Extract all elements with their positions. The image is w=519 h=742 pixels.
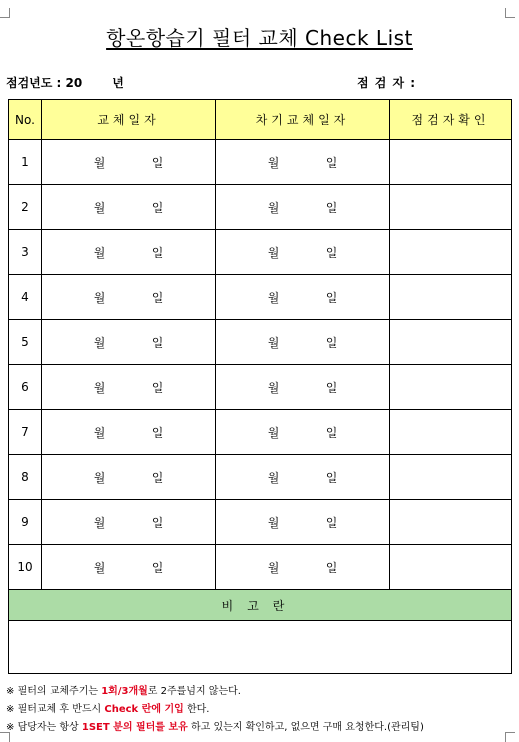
day-label: 일 (151, 380, 164, 395)
replacement-date-cell[interactable] (42, 545, 216, 590)
day-label: 일 (325, 155, 338, 170)
month-label: 월 (93, 515, 106, 530)
replacement-date-cell[interactable] (42, 275, 216, 320)
month-label: 월 (267, 425, 280, 440)
header-replacement-date: 교체일자 (42, 100, 216, 140)
day-label: 일 (325, 515, 338, 530)
day-label: 일 (325, 380, 338, 395)
day-label: 일 (151, 425, 164, 440)
day-label: 일 (325, 245, 338, 260)
row-number: 3 (9, 230, 42, 275)
replacement-date-cell[interactable] (42, 230, 216, 275)
day-label: 일 (151, 560, 164, 575)
replacement-date-cell[interactable] (42, 140, 216, 185)
table-row (9, 410, 512, 455)
replacement-date-cell[interactable] (42, 185, 216, 230)
inspector-confirm-cell[interactable] (390, 410, 512, 455)
page-corner-mark (505, 8, 515, 18)
note-highlight: 1SET 분의 필터를 보유 (81, 722, 188, 733)
reference-mark-icon: ※ (6, 722, 15, 733)
day-label: 일 (151, 245, 164, 260)
day-label: 일 (151, 470, 164, 485)
notes (6, 683, 424, 737)
replacement-date-cell[interactable] (42, 320, 216, 365)
month-label: 월 (267, 515, 280, 530)
inspection-year-suffix: 년 (112, 76, 124, 90)
note-highlight: Check 란에 기입 (104, 704, 184, 715)
month-label: 월 (93, 335, 106, 350)
row-number: 4 (9, 275, 42, 320)
next-replacement-date-cell[interactable] (216, 275, 390, 320)
table-row (9, 365, 512, 410)
remarks-field[interactable] (9, 621, 512, 674)
next-replacement-date-cell[interactable] (216, 185, 390, 230)
month-label: 월 (93, 155, 106, 170)
reference-mark-icon: ※ (6, 686, 15, 697)
month-label: 월 (93, 470, 106, 485)
next-replacement-date-cell[interactable] (216, 455, 390, 500)
next-replacement-date-cell[interactable] (216, 230, 390, 275)
note-text: 한다. (183, 704, 210, 715)
next-replacement-date-cell[interactable] (216, 545, 390, 590)
inspector-label: 점 검 자 : (357, 76, 417, 90)
checklist-table (8, 99, 512, 674)
note-text: 로 2주를넘지 않는다. (147, 686, 241, 697)
note-text: 담당자는 항상 (14, 722, 82, 733)
month-label: 월 (93, 380, 106, 395)
table-row (9, 185, 512, 230)
header-next-replacement-date: 차기교체일자 (216, 100, 390, 140)
month-label: 월 (93, 200, 106, 215)
inspector-confirm-cell[interactable] (390, 185, 512, 230)
day-label: 일 (151, 290, 164, 305)
table-row (9, 230, 512, 275)
inspector-confirm-cell[interactable] (390, 230, 512, 275)
note-line (6, 683, 424, 701)
table-row (9, 500, 512, 545)
row-number: 5 (9, 320, 42, 365)
replacement-date-cell[interactable] (42, 500, 216, 545)
month-label: 월 (93, 245, 106, 260)
remarks-header: 비고란 (9, 590, 512, 621)
table-row (9, 275, 512, 320)
inspection-year (6, 74, 124, 91)
day-label: 일 (325, 335, 338, 350)
note-highlight: 1회/3개월 (101, 686, 148, 697)
month-label: 월 (267, 380, 280, 395)
inspector-confirm-cell[interactable] (390, 455, 512, 500)
month-label: 월 (267, 290, 280, 305)
inspector-confirm-cell[interactable] (390, 140, 512, 185)
day-label: 일 (151, 155, 164, 170)
month-label: 월 (93, 560, 106, 575)
note-text: 필터교체 후 반드시 (14, 704, 105, 715)
next-replacement-date-cell[interactable] (216, 410, 390, 455)
note-line (6, 719, 424, 737)
table-row (9, 455, 512, 500)
table-row (9, 140, 512, 185)
row-number: 7 (9, 410, 42, 455)
row-number: 1 (9, 140, 42, 185)
table-row (9, 320, 512, 365)
note-line (6, 701, 424, 719)
month-label: 월 (93, 425, 106, 440)
row-number: 10 (9, 545, 42, 590)
day-label: 일 (325, 560, 338, 575)
day-label: 일 (151, 200, 164, 215)
row-number: 6 (9, 365, 42, 410)
next-replacement-date-cell[interactable] (216, 320, 390, 365)
row-number: 2 (9, 185, 42, 230)
inspector-confirm-cell[interactable] (390, 500, 512, 545)
month-label: 월 (267, 560, 280, 575)
header-inspector-confirm: 점검자확인 (390, 100, 512, 140)
inspector-confirm-cell[interactable] (390, 365, 512, 410)
table-row (9, 545, 512, 590)
page-corner-mark (505, 732, 515, 742)
inspection-year-label: 점검년도 : 20 (6, 76, 83, 90)
replacement-date-cell[interactable] (42, 365, 216, 410)
day-label: 일 (325, 470, 338, 485)
month-label: 월 (267, 245, 280, 260)
day-label: 일 (151, 515, 164, 530)
day-label: 일 (151, 335, 164, 350)
row-number: 8 (9, 455, 42, 500)
document-title: 항온항습기 필터 교체 Check List (106, 26, 413, 50)
next-replacement-date-cell[interactable] (216, 500, 390, 545)
inspector-confirm-cell[interactable] (390, 320, 512, 365)
month-label: 월 (93, 290, 106, 305)
replacement-date-cell[interactable] (42, 410, 216, 455)
inspector-confirm-cell[interactable] (390, 545, 512, 590)
day-label: 일 (325, 290, 338, 305)
month-label: 월 (267, 470, 280, 485)
note-text: 하고 있는지 확인하고, 없으면 구매 요청한다.(관리팀) (187, 722, 424, 733)
month-label: 월 (267, 155, 280, 170)
inspector-confirm-cell[interactable] (390, 275, 512, 320)
month-label: 월 (267, 200, 280, 215)
day-label: 일 (325, 425, 338, 440)
note-text: 필터의 교체주기는 (14, 686, 102, 697)
day-label: 일 (325, 200, 338, 215)
next-replacement-date-cell[interactable] (216, 365, 390, 410)
reference-mark-icon: ※ (6, 704, 15, 715)
table-header-row (9, 100, 512, 140)
header-no: No. (9, 100, 42, 140)
month-label: 월 (267, 335, 280, 350)
page-corner-mark (0, 8, 10, 18)
next-replacement-date-cell[interactable] (216, 140, 390, 185)
row-number: 9 (9, 500, 42, 545)
replacement-date-cell[interactable] (42, 455, 216, 500)
